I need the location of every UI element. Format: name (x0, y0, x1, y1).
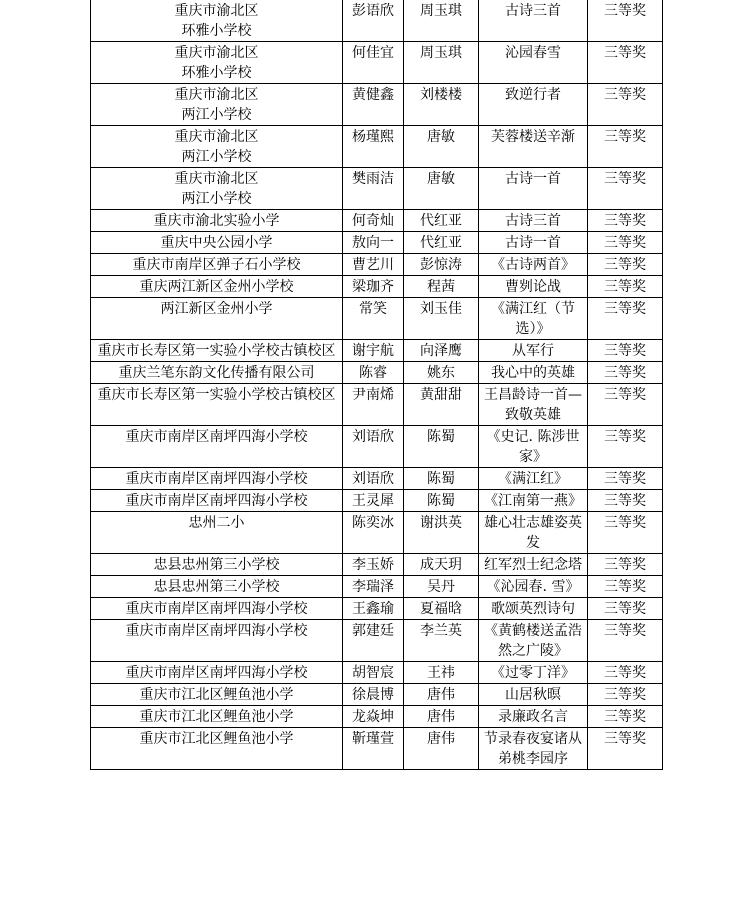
table-row (91, 468, 663, 490)
award-cell: 三等奖 (588, 232, 663, 254)
student-cell: 陈睿 (343, 362, 404, 384)
table-row (91, 576, 663, 598)
school-name-line: 重庆市长寿区第一实验小学校古镇校区 (97, 387, 336, 403)
teacher-cell: 向泽鹰 (404, 340, 479, 362)
work-title-cell: 《史记. 陈涉世家》 (479, 426, 588, 468)
work-title-cell: 《黄鹤楼送孟浩然之广陵》 (479, 620, 588, 662)
award-cell: 三等奖 (588, 706, 663, 728)
school-name-line: 两江小学校 (181, 107, 252, 123)
school-cell (91, 340, 343, 362)
work-title-cell: 古诗一首 (479, 168, 588, 210)
table-row (91, 684, 663, 706)
student-cell: 樊雨洁 (343, 168, 404, 210)
award-cell: 三等奖 (588, 254, 663, 276)
award-cell: 三等奖 (588, 728, 663, 770)
school-name-line: 忠县忠州第三小学校 (153, 557, 280, 573)
work-title-cell: 雄心壮志雄姿英发 (479, 512, 588, 554)
teacher-cell: 李兰英 (404, 620, 479, 662)
work-title-cell: 王昌龄诗一首—致敬英雄 (479, 384, 588, 426)
table-row (91, 554, 663, 576)
table-row (91, 0, 663, 42)
work-title-cell: 红军烈士纪念塔 (479, 554, 588, 576)
award-cell: 三等奖 (588, 384, 663, 426)
table-row (91, 426, 663, 468)
work-title-cell: 致逆行者 (479, 84, 588, 126)
teacher-cell: 夏福晗 (404, 598, 479, 620)
award-cell: 三等奖 (588, 340, 663, 362)
teacher-cell: 陈蜀 (404, 426, 479, 468)
school-name-line: 重庆市江北区鲤鱼池小学 (139, 709, 294, 725)
table-row (91, 662, 663, 684)
teacher-cell: 程茜 (404, 276, 479, 298)
school-name-line: 重庆市江北区鲤鱼池小学 (139, 731, 294, 747)
award-cell: 三等奖 (588, 620, 663, 662)
student-cell: 谢宇航 (343, 340, 404, 362)
school-cell (91, 42, 343, 84)
teacher-cell: 成天玥 (404, 554, 479, 576)
student-cell: 梁珈齐 (343, 276, 404, 298)
student-cell: 曹艺川 (343, 254, 404, 276)
school-name-line: 环雅小学校 (181, 65, 252, 81)
student-cell: 陈奕冰 (343, 512, 404, 554)
table-row (91, 340, 663, 362)
table-row (91, 42, 663, 84)
student-cell: 常笑 (343, 298, 404, 340)
school-cell (91, 728, 343, 770)
school-name-line: 重庆市南岸区南坪四海小学校 (125, 665, 308, 681)
school-cell (91, 232, 343, 254)
work-title-cell: 沁园春雪 (479, 42, 588, 84)
award-cell: 三等奖 (588, 0, 663, 42)
work-title-cell: 我心中的英雄 (479, 362, 588, 384)
school-name-line: 重庆市江北区鲤鱼池小学 (139, 687, 294, 703)
school-cell (91, 384, 343, 426)
teacher-cell: 唐敏 (404, 126, 479, 168)
work-title-cell: 《沁园春. 雪》 (479, 576, 588, 598)
school-name-line: 重庆市渝北区 (174, 87, 259, 103)
teacher-cell: 周玉琪 (404, 0, 479, 42)
school-cell (91, 620, 343, 662)
student-cell: 何佳宜 (343, 42, 404, 84)
school-cell (91, 468, 343, 490)
table-row (91, 384, 663, 426)
table-row (91, 210, 663, 232)
school-name-line: 重庆市渝北区 (174, 129, 259, 145)
student-cell: 刘语欣 (343, 426, 404, 468)
table-row (91, 512, 663, 554)
teacher-cell: 周玉琪 (404, 42, 479, 84)
school-name-line: 重庆市渝北实验小学 (153, 213, 280, 229)
award-cell: 三等奖 (588, 468, 663, 490)
school-cell (91, 706, 343, 728)
teacher-cell: 陈蜀 (404, 468, 479, 490)
teacher-cell: 刘楼楼 (404, 84, 479, 126)
table-row (91, 362, 663, 384)
school-cell (91, 298, 343, 340)
school-name-line: 环雅小学校 (181, 23, 252, 39)
student-cell: 胡智宸 (343, 662, 404, 684)
work-title-cell: 山居秋暝 (479, 684, 588, 706)
teacher-cell: 黄甜甜 (404, 384, 479, 426)
school-cell (91, 490, 343, 512)
table-row (91, 620, 663, 662)
school-cell (91, 598, 343, 620)
school-name-line: 重庆市南岸区南坪四海小学校 (125, 429, 308, 445)
student-cell: 王鑫瑜 (343, 598, 404, 620)
table-row (91, 728, 663, 770)
work-title-cell: 《满江红（节选）》 (479, 298, 588, 340)
work-title-cell: 古诗三首 (479, 0, 588, 42)
work-title-cell: 录廉政名言 (479, 706, 588, 728)
teacher-cell: 代红亚 (404, 210, 479, 232)
teacher-cell: 唐伟 (404, 728, 479, 770)
school-name-line: 重庆市南岸区南坪四海小学校 (125, 601, 308, 617)
school-name-line: 重庆市南岸区弹子石小学校 (132, 257, 301, 273)
award-cell: 三等奖 (588, 598, 663, 620)
student-cell: 彭语欣 (343, 0, 404, 42)
award-table-body (91, 0, 663, 770)
school-cell (91, 0, 343, 42)
award-cell: 三等奖 (588, 662, 663, 684)
teacher-cell: 彭惊涛 (404, 254, 479, 276)
school-cell (91, 512, 343, 554)
award-cell: 三等奖 (588, 554, 663, 576)
school-name-line: 重庆两江新区金州小学校 (139, 279, 294, 295)
school-cell (91, 210, 343, 232)
school-cell (91, 426, 343, 468)
school-cell (91, 126, 343, 168)
school-name-line: 重庆市渝北区 (174, 3, 259, 19)
teacher-cell: 代红亚 (404, 232, 479, 254)
school-cell (91, 168, 343, 210)
table-row (91, 298, 663, 340)
table-row (91, 168, 663, 210)
award-cell: 三等奖 (588, 362, 663, 384)
student-cell: 王灵犀 (343, 490, 404, 512)
teacher-cell: 姚东 (404, 362, 479, 384)
table-row (91, 276, 663, 298)
work-title-cell: 曹刿论战 (479, 276, 588, 298)
student-cell: 何奇灿 (343, 210, 404, 232)
teacher-cell: 陈蜀 (404, 490, 479, 512)
table-row (91, 254, 663, 276)
school-name-line: 重庆市南岸区南坪四海小学校 (125, 623, 308, 639)
student-cell: 靳瑾萱 (343, 728, 404, 770)
award-cell: 三等奖 (588, 42, 663, 84)
teacher-cell: 谢洪英 (404, 512, 479, 554)
award-cell: 三等奖 (588, 576, 663, 598)
table-row (91, 598, 663, 620)
school-cell (91, 84, 343, 126)
table-row (91, 126, 663, 168)
school-cell (91, 576, 343, 598)
school-cell (91, 684, 343, 706)
student-cell: 郭建廷 (343, 620, 404, 662)
award-cell: 三等奖 (588, 168, 663, 210)
work-title-cell: 《过零丁洋》 (479, 662, 588, 684)
table-row (91, 84, 663, 126)
work-title-cell: 芙蓉楼送辛渐 (479, 126, 588, 168)
school-cell (91, 554, 343, 576)
work-title-cell: 《满江红》 (479, 468, 588, 490)
student-cell: 黄健鑫 (343, 84, 404, 126)
student-cell: 李瑞泽 (343, 576, 404, 598)
student-cell: 刘语欣 (343, 468, 404, 490)
student-cell: 龙焱坤 (343, 706, 404, 728)
student-cell: 李玉娇 (343, 554, 404, 576)
award-cell: 三等奖 (588, 512, 663, 554)
teacher-cell: 刘玉佳 (404, 298, 479, 340)
school-name-line: 重庆市南岸区南坪四海小学校 (125, 471, 308, 487)
award-cell: 三等奖 (588, 84, 663, 126)
award-cell: 三等奖 (588, 426, 663, 468)
award-cell: 三等奖 (588, 276, 663, 298)
award-table (90, 0, 663, 770)
teacher-cell: 王祎 (404, 662, 479, 684)
school-cell (91, 276, 343, 298)
work-title-cell: 节录春夜宴诸从弟桃李园序 (479, 728, 588, 770)
student-cell: 徐晨博 (343, 684, 404, 706)
work-title-cell: 古诗三首 (479, 210, 588, 232)
award-cell: 三等奖 (588, 490, 663, 512)
work-title-cell: 古诗一首 (479, 232, 588, 254)
award-cell: 三等奖 (588, 684, 663, 706)
school-name-line: 重庆市渝北区 (174, 171, 259, 187)
school-name-line: 重庆市渝北区 (174, 45, 259, 61)
school-name-line: 重庆市南岸区南坪四海小学校 (125, 493, 308, 509)
school-name-line: 重庆市长寿区第一实验小学校古镇校区 (97, 343, 336, 359)
teacher-cell: 唐伟 (404, 684, 479, 706)
school-name-line: 两江小学校 (181, 149, 252, 165)
award-cell: 三等奖 (588, 126, 663, 168)
award-cell: 三等奖 (588, 210, 663, 232)
table-row (91, 490, 663, 512)
school-cell (91, 362, 343, 384)
school-cell (91, 662, 343, 684)
school-name-line: 两江新区金州小学 (160, 301, 273, 317)
work-title-cell: 《古诗两首》 (479, 254, 588, 276)
school-cell (91, 254, 343, 276)
school-name-line: 忠县忠州第三小学校 (153, 579, 280, 595)
student-cell: 敖向一 (343, 232, 404, 254)
student-cell: 尹南烯 (343, 384, 404, 426)
award-list-sheet (90, 0, 662, 770)
award-cell: 三等奖 (588, 298, 663, 340)
table-row (91, 706, 663, 728)
work-title-cell: 歌颂英烈诗句 (479, 598, 588, 620)
school-name-line: 重庆兰笔东韵文化传播有限公司 (118, 365, 315, 381)
teacher-cell: 唐敏 (404, 168, 479, 210)
teacher-cell: 唐伟 (404, 706, 479, 728)
work-title-cell: 《江南第一燕》 (479, 490, 588, 512)
school-name-line: 重庆中央公园小学 (160, 235, 273, 251)
work-title-cell: 从军行 (479, 340, 588, 362)
table-row (91, 232, 663, 254)
school-name-line: 两江小学校 (181, 191, 252, 207)
student-cell: 杨瑾熙 (343, 126, 404, 168)
teacher-cell: 吴丹 (404, 576, 479, 598)
school-name-line: 忠州二小 (188, 515, 245, 531)
